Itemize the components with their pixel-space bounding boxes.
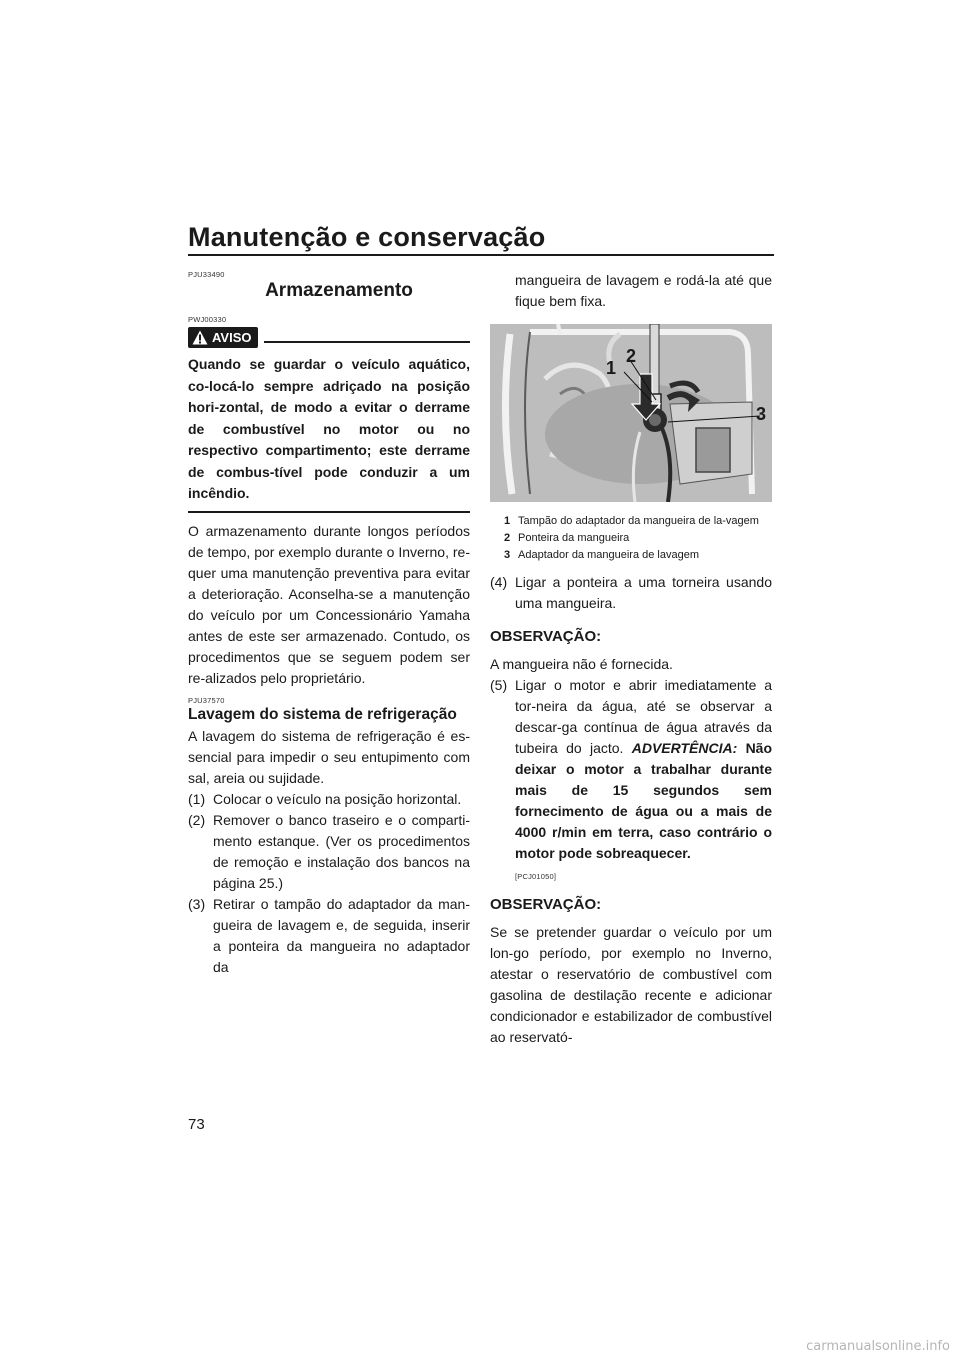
step-item <box>490 572 772 614</box>
step-number: (3) <box>188 895 206 912</box>
step-text: Ligar a ponteira a uma torneira usando uma mangueira. <box>515 574 772 611</box>
figure-label-2: 2 <box>626 346 637 366</box>
doc-code: PJU33490 <box>188 270 225 279</box>
caption-number: 2 <box>504 532 511 544</box>
flush-adapter-figure <box>490 324 772 502</box>
step-item <box>188 810 470 894</box>
doc-code: PJU37570 <box>188 695 225 705</box>
watermark: carmanualsonline.info <box>806 1339 950 1354</box>
note-text: Se se pretender guardar o veículo por um lon-go período, por exemplo no Inverno, atestar o reservatório de combustível com gasolina de destilação recente e adicionar condicionador e estabilizador de combustível ao reservató- <box>490 924 772 1045</box>
section-title: Armazenamento <box>265 280 413 301</box>
title-rule <box>188 254 774 256</box>
step-item <box>490 675 772 864</box>
step-item <box>188 894 470 978</box>
caption-item <box>504 548 772 562</box>
warning-rule <box>264 341 471 343</box>
step-number: (5) <box>490 677 508 693</box>
caption-text: Adaptador da mangueira de lavagem <box>518 549 700 561</box>
caption-text: Tampão do adaptador da mangueira de la-vagem <box>518 515 759 527</box>
step-text-wrapper <box>515 675 772 864</box>
step-text: Ligar o motor e abrir imediatamente a tor-neira da água, até se observar a descar-ga contínua de água através da tubeira do jacto. <box>515 677 772 756</box>
page-title: Manutenção e conservação <box>188 222 546 252</box>
step-item <box>188 789 470 810</box>
figure-label-1: 1 <box>606 358 617 378</box>
note-title: OBSERVAÇÃO: <box>490 628 602 645</box>
subsection-title: Lavagem do sistema de refrigeração <box>188 705 457 723</box>
warning-badge <box>188 327 258 348</box>
figure-captions <box>490 514 772 562</box>
step-continuation: mangueira de lavagem e rodá-la até que fique bem fixa. <box>515 272 772 309</box>
step-text: Colocar o veículo na posição horizontal. <box>213 790 462 807</box>
warning-header <box>188 327 470 348</box>
storage-paragraph: O armazenamento durante longos períodos de tempo, por exemplo durante o Inverno, re-quer uma manutenção preventiva para evitar a deterioração. Aconselha-se a manutenção do veículo por um Concessionário Yamaha antes de este ser armazenado. Contudo, os procedimentos que se seguem podem ser re-alizados pelo proprietário. <box>188 522 470 686</box>
step-number: (4) <box>490 574 508 590</box>
danger-label: ADVERTÊNCIA: <box>631 740 738 756</box>
note-title: OBSERVAÇÃO: <box>490 896 602 913</box>
note-text: A mangueira não é fornecida. <box>490 656 673 672</box>
caption-text: Ponteira da mangueira <box>518 532 630 544</box>
warning-text: Quando se guardar o veículo aquático, co-locá-lo sempre adriçado na posição hori-zontal, de modo a evitar o derrame de combustível no motor ou no respectivo compartimento; este derrame de combus-tível pode conduzir a um incêndio. <box>188 356 470 501</box>
warning-label: AVISO <box>212 330 252 345</box>
figure-label-3: 3 <box>756 404 767 424</box>
caption-item <box>504 531 772 545</box>
page-number: 73 <box>188 1116 205 1133</box>
step-text: Retirar o tampão do adaptador da man-gueira de lavagem e, de seguida, inserir a ponteira da mangueira no adaptador da <box>213 895 470 975</box>
right-column <box>490 270 772 1048</box>
step-number: (2) <box>188 811 206 828</box>
flush-intro: A lavagem do sistema de refrigeração é es-sencial para impedir o seu entupimento com sal, areia ou sujidade. <box>188 727 470 786</box>
step-text: Remover o banco traseiro e o comparti-mento estanque. (Ver os procedimentos de remoção e instalação dos bancos na página 25.) <box>213 811 470 891</box>
caption-number: 1 <box>504 515 511 527</box>
caption-item <box>504 514 772 528</box>
warning-triangle-icon <box>192 330 208 345</box>
warning-end-rule <box>188 511 470 513</box>
left-column <box>188 270 470 978</box>
warning-code: PWJ00330 <box>188 315 227 324</box>
caption-number: 3 <box>504 549 511 561</box>
step-number: (1) <box>188 790 206 807</box>
doc-code: [PCJ01050] <box>515 872 557 881</box>
danger-text: Não deixar o motor a trabalhar durante mais de 15 segundos sem fornecimento de água ou a mais de 4000 r/min em terra, caso contrário o motor pode sobreaquecer. <box>515 740 773 861</box>
